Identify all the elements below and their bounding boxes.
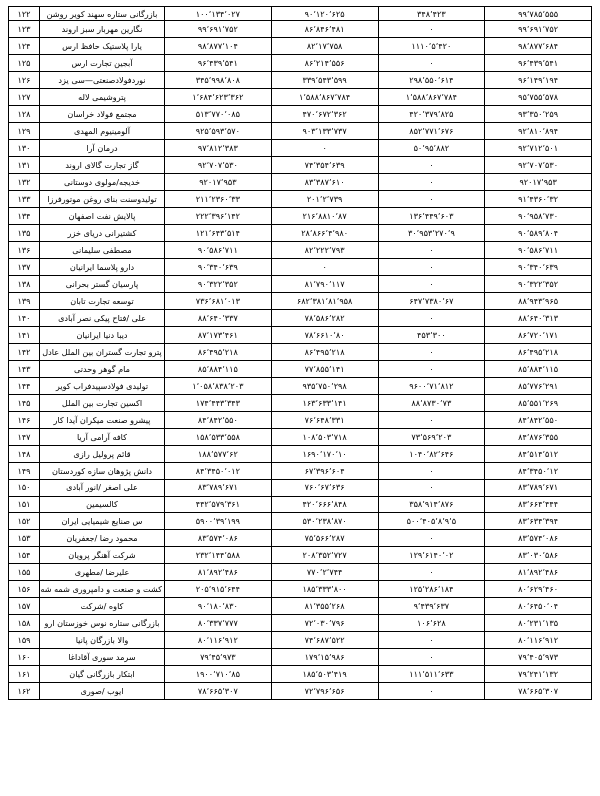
cell-rank: ۱۳۶ (9, 241, 40, 258)
cell-value1: ۱۹٠٠٬۷۱٠٬۸۵ (165, 666, 272, 683)
cell-value4: ۸۵٬۸۸۴٬۱۱۵ (485, 360, 592, 377)
cell-value4: ۹۸٬۸۷۷٬۶۸۴ (485, 38, 592, 55)
cell-value1: ۹۲۵٬۵۹۳٬۵۷٠ (165, 123, 272, 140)
cell-value3: ٠ (378, 411, 485, 428)
cell-value4: ۸٠٬۲۳۱٬۱۳۵ (485, 615, 592, 632)
cell-name: دیبا دنیا ایرانیان (40, 326, 165, 343)
table-row (9, 241, 592, 258)
cell-rank: ۱۵۷ (9, 598, 40, 615)
cell-value2: ۸۱٬۷۹٠٬۱۱۷ (271, 275, 378, 292)
cell-value4: ۸۳٬۵۷۴٬٠۸۶ (485, 530, 592, 547)
cell-rank: ۱۴۷ (9, 428, 40, 445)
cell-value2: ۷۴٬۶۸۷٬۵۲۲ (271, 632, 378, 649)
cell-name: کشتیرانی دریای خزر (40, 225, 165, 242)
table-row (9, 445, 592, 462)
cell-value3: ٠ (378, 174, 485, 191)
cell-name: علیرضا /مطهری (40, 564, 165, 581)
cell-name: خدیجه/مولوی دوستانی (40, 174, 165, 191)
cell-value4: ۹۲٬۷٠۷٬۵۳٠ (485, 157, 592, 174)
cell-rank: ۱۴۲ (9, 343, 40, 360)
cell-value2: ۶۸۲٬۳۸۱٬۸۱٬۹۵۸ (271, 292, 378, 309)
cell-name: پارسیان گستر بحرانی (40, 275, 165, 292)
cell-value3: ۶۴۷٬۷۳۸٠٬۶۷ (378, 292, 485, 309)
table-row (9, 547, 592, 564)
cell-rank: ۱۲۵ (9, 55, 40, 72)
cell-value1: ۷۳۶٬۶۸۱٬٠۱۳ (165, 292, 272, 309)
cell-value4: ۸۴٬۸۴۲٬۵۵٠ (485, 411, 592, 428)
cell-rank: ۱۴۵ (9, 394, 40, 411)
cell-name: دانش پژوهان سازه کوردستان (40, 462, 165, 479)
cell-rank: ۱۴۸ (9, 445, 40, 462)
cell-value2: ۲٠۱٬۲٬۷۳۹ (271, 191, 378, 208)
cell-value3: ۴۲٠٬۳۷۹٬۸۲۵ (378, 106, 485, 123)
cell-value2: ۱۸۵٬۳۳۳٬۸٠٠ (271, 581, 378, 598)
cell-value4: ۹۳٬۳۵٠٬۲۵۹ (485, 106, 592, 123)
cell-value1: ۷۸٬۶۶۵٬۳٠۷ (165, 683, 272, 700)
cell-name: کاوه /شرکت (40, 598, 165, 615)
table-row (9, 343, 592, 360)
cell-value2: ۶۷٬۳۹۶٬۶٠۴ (271, 462, 378, 479)
table-row (9, 598, 592, 615)
cell-value4: ۹۶٬۱۴۹٬۱۹۴ (485, 72, 592, 89)
table-row (9, 513, 592, 530)
cell-value4: ۸٠٬۶۴۵٠٬٠۴ (485, 598, 592, 615)
cell-rank: ۱۳٠ (9, 140, 40, 157)
cell-value2: ۷۲٬٠۳٠٬۷۹۶ (271, 615, 378, 632)
table-row (9, 411, 592, 428)
cell-value1: ۸۸٬۶۴٠٬۳۳۷ (165, 309, 272, 326)
cell-value3: ۷۳٬۵۶۹٬۲٠۳ (378, 428, 485, 445)
cell-name: دارو پلاسما ایرانیان (40, 258, 165, 275)
cell-rank: ۱۲۸ (9, 106, 40, 123)
table-row (9, 292, 592, 309)
table-row (9, 258, 592, 275)
table-row (9, 106, 592, 123)
cell-value2: ۸۲٬۱۷٬۷۵۸ (271, 38, 378, 55)
table-row (9, 309, 592, 326)
cell-name: مصطفی سلیمانی (40, 241, 165, 258)
cell-value4: ۸۵٬۷۷۶٬۲۹۱ (485, 377, 592, 394)
table-row (9, 225, 592, 242)
cell-value2: ۴۲٠٬۶۶۶٬۸۴۸ (271, 496, 378, 513)
cell-value2: ۷۵٬۵۶۶٬۲۸۷ (271, 530, 378, 547)
cell-name: تولیدی فولادسپیدفراب کویر (40, 377, 165, 394)
cell-name: یارا پلاستیک حافظ ارس (40, 38, 165, 55)
cell-value3: ٠ (378, 564, 485, 581)
cell-value3: ٠ (378, 191, 485, 208)
cell-value2: ۴۷٠٬۶۷۲٬۳۶۲ (271, 106, 378, 123)
table-row (9, 479, 592, 496)
table-row (9, 208, 592, 225)
cell-value3: ٠ (378, 275, 485, 292)
cell-rank: ۱۴۱ (9, 326, 40, 343)
table-row (9, 157, 592, 174)
cell-value2: ۸۲٬۲۲۲٬۷۹۳ (271, 241, 378, 258)
cell-name: درمان آرا (40, 140, 165, 157)
table-row (9, 174, 592, 191)
cell-value3: ٠ (378, 343, 485, 360)
cell-value4: ۹۲٬۷۱۲٬۵٠۱ (485, 140, 592, 157)
cell-value2: ۸۳٬۳۸۷٬۶۱٠ (271, 174, 378, 191)
cell-name: قائم پرولیل رازی (40, 445, 165, 462)
cell-value2: ۸۶٬۴۹۵٬۲۱۸ (271, 343, 378, 360)
cell-value4: ۹٠٬۳۴٠٬۶۳۹ (485, 258, 592, 275)
cell-name: شرکت آهنگر پرویان (40, 547, 165, 564)
table-row (9, 564, 592, 581)
cell-value1: ۸۳٬۷۸۹٬۶۷۱ (165, 479, 272, 496)
cell-rank: ۱۳۱ (9, 157, 40, 174)
cell-value2: ۹۳۵٬۷۵٠٬۲۹۸ (271, 377, 378, 394)
cell-value4: ۹۵٬۷۵۵٬۵۷۸ (485, 89, 592, 106)
cell-value4: ۹۱٬۴۳۶٠٬۳۲ (485, 191, 592, 208)
cell-name: ایوب /صوری (40, 683, 165, 700)
cell-value4: ۸۴٬۵۱۴٬۵۱۲ (485, 445, 592, 462)
table-row (9, 615, 592, 632)
cell-value2: ۷۸٬۵۸۶٬۲۸۲ (271, 309, 378, 326)
cell-value1: ۱٬٠۵۸٬۸۳۸٬۲٠۳ (165, 377, 272, 394)
cell-value2: ۹٠۳٬۱۳۳٬۷۳۷ (271, 123, 378, 140)
cell-rank: ۱۲۲ (9, 7, 40, 21)
cell-value3: ۳٠٬۹۵۳٬۲۷٠٬۹ (378, 225, 485, 242)
cell-value3: ٠ (378, 21, 485, 38)
cell-value2: ۷۷٠٬۲٬۷۴۴ (271, 564, 378, 581)
table-row (9, 38, 592, 55)
cell-value3: ۱٠۶٬۶۲۸ (378, 615, 485, 632)
cell-rank: ۱۵۸ (9, 615, 40, 632)
cell-rank: ۱۴۹ (9, 462, 40, 479)
cell-value2: ۱۸۵٬۵٠۳٬۴۱۹ (271, 666, 378, 683)
cell-value2: ۷۲٬۷۹۶٬۶۵۶ (271, 683, 378, 700)
cell-value1: ۹٠٬۱۸٠٬۸۳٠ (165, 598, 272, 615)
cell-name: علی اصغر /انور آبادی (40, 479, 165, 496)
cell-value1: ۱۵۸٬۵۳۳٬۵۵۸ (165, 428, 272, 445)
cell-value4: ۹٠٬۵۸۶٬۷۱۱ (485, 241, 592, 258)
cell-value3: ٠ (378, 462, 485, 479)
cell-rank: ۱۳۳ (9, 191, 40, 208)
table-row (9, 377, 592, 394)
cell-value1: ۵۱۳٬۷۷٠٬٠۸۵ (165, 106, 272, 123)
cell-name: علی /فتاح پیکی نصر آبادی (40, 309, 165, 326)
table-row (9, 496, 592, 513)
cell-name: کالسیمین (40, 496, 165, 513)
cell-value1: ۸۳٬۵۷۴٬٠۸۶ (165, 530, 272, 547)
cell-value1: ۱۸۸٬۵۷۷٬۶۲ (165, 445, 272, 462)
cell-name: نوردفولادصنعتی—سی یزد (40, 72, 165, 89)
cell-value2: ۵۳٠٬۲۳۸٬۸۷٠ (271, 513, 378, 530)
cell-value3: ٠ (378, 157, 485, 174)
cell-value3: ۱۲۵٬۲۸۶٬۱۸۴ (378, 581, 485, 598)
cell-name: بازرگانی ستاره سهند کویر روشن (40, 7, 165, 21)
cell-value1: ۹۲٬۷٠۷٬۵۳٠ (165, 157, 272, 174)
cell-rank: ۱۲۹ (9, 123, 40, 140)
cell-value3: ۹٬۴۳۹٬۶۳۷ (378, 598, 485, 615)
cell-value2: ۲٠۸٬۳۵۲٬۷۲۷ (271, 547, 378, 564)
cell-rank: ۱۳۲ (9, 174, 40, 191)
table-row (9, 55, 592, 72)
cell-value4: ۹٠٬۹۵۸٬۷۳٠ (485, 208, 592, 225)
cell-name: سرمد سوری آقاداغا (40, 649, 165, 666)
cell-rank: ۱۵۵ (9, 564, 40, 581)
cell-value1: ۱۰۰٬۱۳۴٬۰۲۷ (165, 7, 272, 21)
cell-name: آلومینیوم المهدی (40, 123, 165, 140)
table-row (9, 683, 592, 700)
cell-value4: ۸۳٬۷۸۹٬۶۷۱ (485, 479, 592, 496)
cell-name: پتروشیمی لاله (40, 89, 165, 106)
cell-value1: ۹۸٬۸۷۷٬۱۰۴ (165, 38, 272, 55)
cell-rank: ۱۴۴ (9, 377, 40, 394)
table-row (9, 21, 592, 38)
cell-value4: ۷۸٬۶۶۵٬۳٠۷ (485, 683, 592, 700)
table-row (9, 462, 592, 479)
cell-name: اکسین تجارت بین الملل (40, 394, 165, 411)
cell-name: تولیدوسنت بنای روغن موتورفرزا (40, 191, 165, 208)
table-row (9, 360, 592, 377)
cell-name: نگارین مهربار سبز اروند (40, 21, 165, 38)
cell-value1: ۹٠٬۳۲۲٬۳۵۲ (165, 275, 272, 292)
cell-rank: ۱۴٠ (9, 309, 40, 326)
cell-value3: ٠ (378, 309, 485, 326)
cell-value1: ۱۷۴٬۴۴۳٬۳۴۳ (165, 394, 272, 411)
cell-value2: ۷۶٠٬۶۷٬۶۳۶ (271, 479, 378, 496)
cell-rank: ۱۳۸ (9, 275, 40, 292)
table-row (9, 632, 592, 649)
cell-value3: ٠ (378, 55, 485, 72)
cell-value1: ۹۷٬۸۱۲٬۳۸۳ (165, 140, 272, 157)
cell-rank: ۱۲۶ (9, 72, 40, 89)
cell-value4: ۹٠٬۳۲۲٬۳۵۲ (485, 275, 592, 292)
cell-value4: ۸۸٬۶۴٠٬۳۱۳ (485, 309, 592, 326)
cell-value4: ۹۹٬۶۹۱٬۷۵۲ (485, 21, 592, 38)
cell-value3: ۳۴۸٬۴۲۳ (378, 7, 485, 21)
table-row (9, 123, 592, 140)
cell-value3: ۱۱۱٬۵۱۱٬۶۳۳ (378, 666, 485, 683)
cell-rank: ۱۲۷ (9, 89, 40, 106)
cell-value3: ۵٠٠٬۴٠۵٬۸٬۹٬۵ (378, 513, 485, 530)
cell-value1: ۹٠٬۵۸۶٬۷۱۱ (165, 241, 272, 258)
cell-value3: ٠ (378, 530, 485, 547)
cell-value3: ۸۸٬۸۷۳٠٬۷۳ (378, 394, 485, 411)
cell-value3: ۹۶٠٠٬۷۱٬۸۱۲ (378, 377, 485, 394)
cell-value2: ۲۱۶٬۸۸۱٠٬۸۷ (271, 208, 378, 225)
cell-rank: ۱۵۲ (9, 513, 40, 530)
cell-value4: ۹٠٬۵۸۹٬۸٠۴ (485, 225, 592, 242)
cell-value1: ۹۶٬۴۳۹٬۵۴۱ (165, 55, 272, 72)
cell-value1: ۸۴٬۳۴۵٠٬٠۱۲ (165, 462, 272, 479)
cell-name: گاز تجارت گالای اروند (40, 157, 165, 174)
cell-value4: ۷۹٬۴٠۵٬۹۷۳ (485, 649, 592, 666)
cell-value1: ۲۳۲٬۱۴۴٬۵۸۸ (165, 547, 272, 564)
cell-value2: ٠ (271, 140, 378, 157)
table-row (9, 140, 592, 157)
cell-rank: ۱۳۴ (9, 208, 40, 225)
cell-rank: ۱۶۲ (9, 683, 40, 700)
table-row (9, 428, 592, 445)
cell-value4: ۹۲٬۸۱٠٬۸۹۴ (485, 123, 592, 140)
cell-value2: ۱٬۵۸۸٬۸۶۷٬۷۸۴ (271, 89, 378, 106)
cell-value2: ۷۸٬۶۶۱٠٬۸٠ (271, 326, 378, 343)
cell-value2: ۱٠۸٬۵٠۳٬۷۱۸ (271, 428, 378, 445)
cell-value1: ۸٠٬۳۳۷٬۷۷۷ (165, 615, 272, 632)
cell-value4: ۸۸٬۹۴۳٬۹۶۵ (485, 292, 592, 309)
table-row (9, 666, 592, 683)
cell-value1: ۱۲۱٬۶۴۳٬۵۱۴ (165, 225, 272, 242)
cell-rank: ۱۲۴ (9, 38, 40, 55)
cell-value1: ۸۴٬۸۴۲٬۵۵٠ (165, 411, 272, 428)
cell-value3: ۱۲۹٬۶۱۴٠٬٠۲ (378, 547, 485, 564)
cell-value3: ۱٠۴٠٬۸۲٬۶۴۶ (378, 445, 485, 462)
cell-value1: ۳۴۵٬۹۹۸٬۸٠۸ (165, 72, 272, 89)
table-row (9, 394, 592, 411)
cell-value4: ۸۶٬۷۲٠٬۱۷۱ (485, 326, 592, 343)
table-row (9, 89, 592, 106)
cell-value4: ۸٠٬۶۲۹٬۴۶٠ (485, 581, 592, 598)
cell-rank: ۱۵۴ (9, 547, 40, 564)
cell-value3: ۸۵۲٬۷۷۱٬۶۷۶ (378, 123, 485, 140)
cell-value4: ۸٠٬۱۱۶٬۹۱۲ (485, 632, 592, 649)
cell-value2: ۸۶٬۲۱۴٬۵۵۶ (271, 55, 378, 72)
cell-rank: ۱۴۶ (9, 411, 40, 428)
cell-rank: ۱۵۶ (9, 581, 40, 598)
cell-name: ابتکار بازرگانی گیان (40, 666, 165, 683)
cell-value2: ۸۱٬۳۵۵٬۲۶۸ (271, 598, 378, 615)
cell-value3: ٠ (378, 241, 485, 258)
cell-value2: ۱۶۹٠٬۱۷٠٬۱٠ (271, 445, 378, 462)
cell-value1: ۹۹٬۶۹۱٬۷۵۲ (165, 21, 272, 38)
cell-name: والا بازرگان پانیا (40, 632, 165, 649)
cell-value4: ۸۵٬۵۵۱٬۲۶۹ (485, 394, 592, 411)
cell-value2: ۷۶٬۶۴۸٬۳۳۱ (271, 411, 378, 428)
cell-value3: ۵٠٬۹۵٬۸۸۲ (378, 140, 485, 157)
cell-name: پیشرو صنعت میکران آیدا کار (40, 411, 165, 428)
cell-name: محمود رضا /جعفریان (40, 530, 165, 547)
cell-value3: ٠ (378, 360, 485, 377)
cell-value1: ۲۲۲٬۳۹۶٬۱۴۲ (165, 208, 272, 225)
cell-rank: ۱۵٠ (9, 479, 40, 496)
cell-rank: ۱۵۳ (9, 530, 40, 547)
data-table (8, 6, 592, 700)
cell-rank: ۱۳۷ (9, 258, 40, 275)
cell-name: مام گوهر وحدتی (40, 360, 165, 377)
cell-value2: ۷۷٬۸۵۵٬۱۴۱ (271, 360, 378, 377)
cell-name: آبجین تجارت ارس (40, 55, 165, 72)
table-row (9, 72, 592, 89)
cell-name: توسعه تجارت تابان (40, 292, 165, 309)
cell-value4: ۸۳٬۶۳۴٬۳۹۴ (485, 513, 592, 530)
cell-rank: ۱۳۵ (9, 225, 40, 242)
table-row (9, 7, 592, 21)
cell-value4: ۹۹٬۷۸۵٬۵۵۵ (485, 7, 592, 21)
cell-value4: ۸۳٬۶۶۴٬۴۴۴ (485, 496, 592, 513)
table-row (9, 581, 592, 598)
cell-value3: ٠ (378, 683, 485, 700)
cell-rank: ۱۶٠ (9, 649, 40, 666)
cell-value1: ۲۱۱٬۲۳۶٠٬۳۳ (165, 191, 272, 208)
cell-value1: ۷۹٬۴۵٬۹۷۳ (165, 649, 272, 666)
cell-rank: ۱۵۹ (9, 632, 40, 649)
cell-value3: ٠ (378, 258, 485, 275)
cell-value3: ۲۹۸٬۵۵٠٬۶۱۴ (378, 72, 485, 89)
cell-value3: ٠ (378, 649, 485, 666)
cell-value3: ۴۵۳٬۳٠٠ (378, 326, 485, 343)
cell-rank: ۱۵۱ (9, 496, 40, 513)
table-body (9, 7, 592, 700)
cell-value4: ۸۱٬۸۹۲٬۴۸۶ (485, 564, 592, 581)
cell-value1: ۹۲٠۱۷٬۹۵۳ (165, 174, 272, 191)
table-row (9, 530, 592, 547)
cell-value1: ۱٬۶۸۴٬۶۲۳٬۳۶۲ (165, 89, 272, 106)
cell-name: کافه آرامی آریا (40, 428, 165, 445)
cell-value1: ۸۷٬۱۷۳٬۴۶۱ (165, 326, 272, 343)
table-row (9, 191, 592, 208)
cell-value3: ۱۱۱٠٬۵٬۴۲٠ (378, 38, 485, 55)
cell-name: پالایش نفت اصفهان (40, 208, 165, 225)
cell-value1: ۲٠۵٬۹۱۵٬۶۴۴ (165, 581, 272, 598)
table-row (9, 275, 592, 292)
cell-rank: ۱۶۱ (9, 666, 40, 683)
cell-value4: ۸۶٬۴۹۵٬۲۱۸ (485, 343, 592, 360)
cell-rank: ۱۲۳ (9, 21, 40, 38)
cell-value1: ۸۱٬۸۹۲٬۴۸۶ (165, 564, 272, 581)
cell-name: کشت و صنعت و دامپروری شمه شه (40, 581, 165, 598)
cell-value3: ۱٬۵۸۸٬۸۶۷٬۷۸۴ (378, 89, 485, 106)
cell-name: س صنایع شیمیایی ایران (40, 513, 165, 530)
cell-value3: ۱۳۶٬۴۴۹٬۶٠۳ (378, 208, 485, 225)
cell-value2: ۹۰٬۱۲۰٬۶۲۵ (271, 7, 378, 21)
cell-value4: ۷۹٬۲۴۱٬۱۳۲ (485, 666, 592, 683)
cell-value3: ٠ (378, 479, 485, 496)
cell-name: مجتمع فولاد خراسان (40, 106, 165, 123)
table-row (9, 649, 592, 666)
cell-value4: ۹۲٠۱۷٬۹۵۳ (485, 174, 592, 191)
cell-value2: ۲۸٬۸۶۶٬۴٬۹۸٠ (271, 225, 378, 242)
cell-value2: ۳۳۹٬۵۴۳٬۵۹۹ (271, 72, 378, 89)
cell-value2: ۱۶۳٬۶۳۳٬۱۴۱ (271, 394, 378, 411)
cell-value1: ۸۶٬۴۹۵٬۲۱۸ (165, 343, 272, 360)
cell-value4: ۸۴٬۳۴۵٠٬۱۲ (485, 462, 592, 479)
cell-rank: ۱۳۹ (9, 292, 40, 309)
cell-value2: ٠ (271, 258, 378, 275)
cell-rank: ۱۴۳ (9, 360, 40, 377)
cell-value4: ۹۶٬۴۳۹٬۵۴۱ (485, 55, 592, 72)
cell-value1: ۹٠٬۳۴٠٬۶۳۹ (165, 258, 272, 275)
cell-value3: ٠ (378, 632, 485, 649)
cell-value3: ۳۵۸٬۹۱۴٬۸۷۶ (378, 496, 485, 513)
cell-name: بازرگانی ستاره نوس خوزستان ارو (40, 615, 165, 632)
cell-value1: ۸٠٬۱۱۶٬۹۱۲ (165, 632, 272, 649)
cell-value2: ۱۷۹٬۱۵٬۹۸۶ (271, 649, 378, 666)
cell-value1: ۴۴۲٬۵۷۹٬۳۶۱ (165, 496, 272, 513)
cell-value1: ۸۵٬۸۸۴٬۱۱۵ (165, 360, 272, 377)
cell-name: پترو تجارت گستران بین الملل عادل (40, 343, 165, 360)
cell-value2: ۷۴٬۳۵۴٬۶۳۹ (271, 157, 378, 174)
table-row (9, 326, 592, 343)
cell-value4: ۸۳٬٠۳٠٬۵۸۶ (485, 547, 592, 564)
cell-value2: ۸۶٬۸۴۶٬۴۸۱ (271, 21, 378, 38)
cell-value1: ۵۹٠٠٬۳۹٬۱۹۹ (165, 513, 272, 530)
cell-value4: ۸۴٬۸۷۶٬۳۵۵ (485, 428, 592, 445)
